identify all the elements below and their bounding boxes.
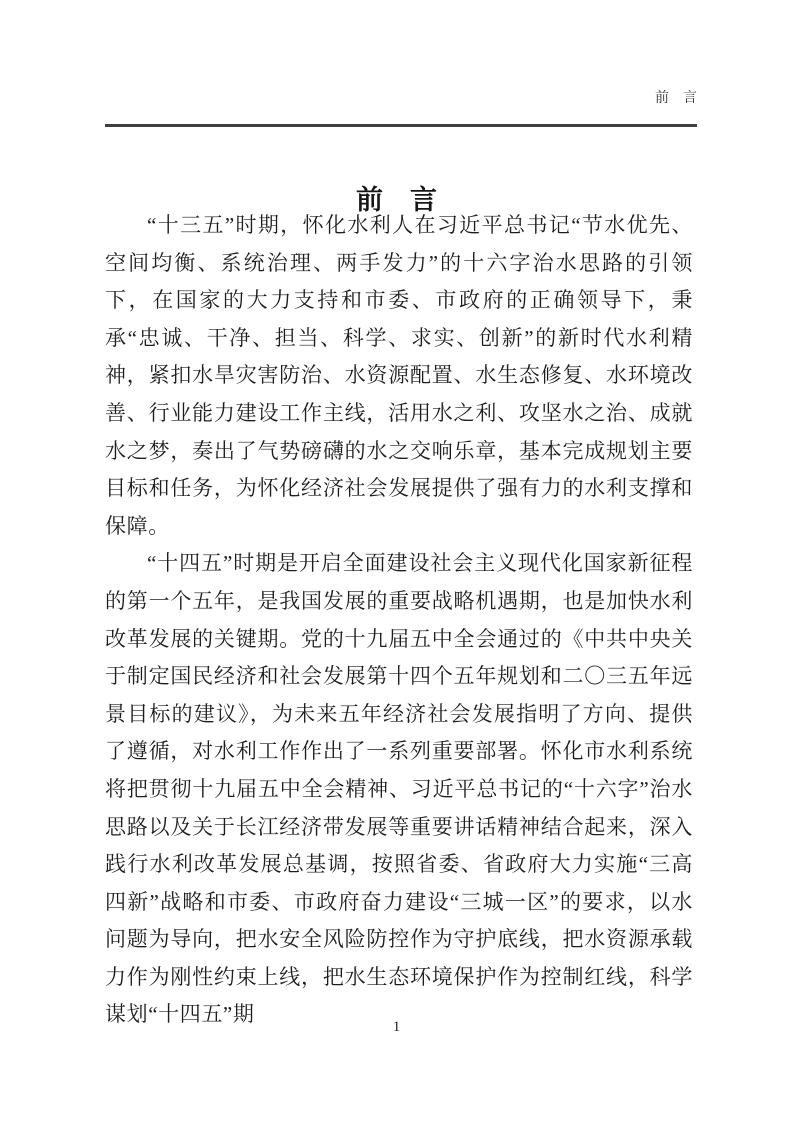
header-rule-divider bbox=[105, 124, 697, 127]
document-body bbox=[105, 207, 693, 1034]
page-title: 前 言 bbox=[356, 185, 437, 216]
page-number: 1 bbox=[392, 1019, 401, 1035]
paragraph: “十四五”时期是开启全面建设社会主义现代化国家新征程的第一个五年，是我国发展的重要战略机遇期，也是加快水利改革发展的关键期。党的十九届五中全会通过的《中共中央关于制定国民经济和社会发展第十四个五年规划和二〇三五年远景目标的建议》，为未来五年经济社会发展指明了方向、提供了遵循，对水利工作作出了一系列重要部署。怀化市水利系统将把贯彻十九届五中全会精神、习近平总书记的“十六字”治水思路以及关于长江经济带发展等重要讲话精神结合起来，深入践行水利改革发展总基调，按照省委、省政府大力实施“三高四新”战略和市委、市政府奋力建设“三城一区”的要求，以水问题为导向，把水安全风险防控作为守护底线，把水资源承载力作为刚性约束上线，把水生态环境保护作为控制红线，科学谋划“十四五”期 bbox=[105, 551, 693, 1027]
paragraph: “十三五”时期，怀化水利人在习近平总书记“节水优先、空间均衡、系统治理、两手发力”的十六字治水思路的引领下，在国家的大力支持和市委、市政府的正确领导下，秉承“忠诚、干净、担当、科学、求实、创新”的新时代水利精神，紧扣水旱灾害防治、水资源配置、水生态修复、水环境改善、行业能力建设工作主线，活用水之利、攻坚水之治、成就水之梦，奏出了气势磅礴的水之交响乐章，基本完成规划主要目标和任务，为怀化经济社会发展提供了强有力的水利支撑和保障。 bbox=[105, 213, 693, 538]
running-header: 前 言 bbox=[655, 89, 697, 105]
